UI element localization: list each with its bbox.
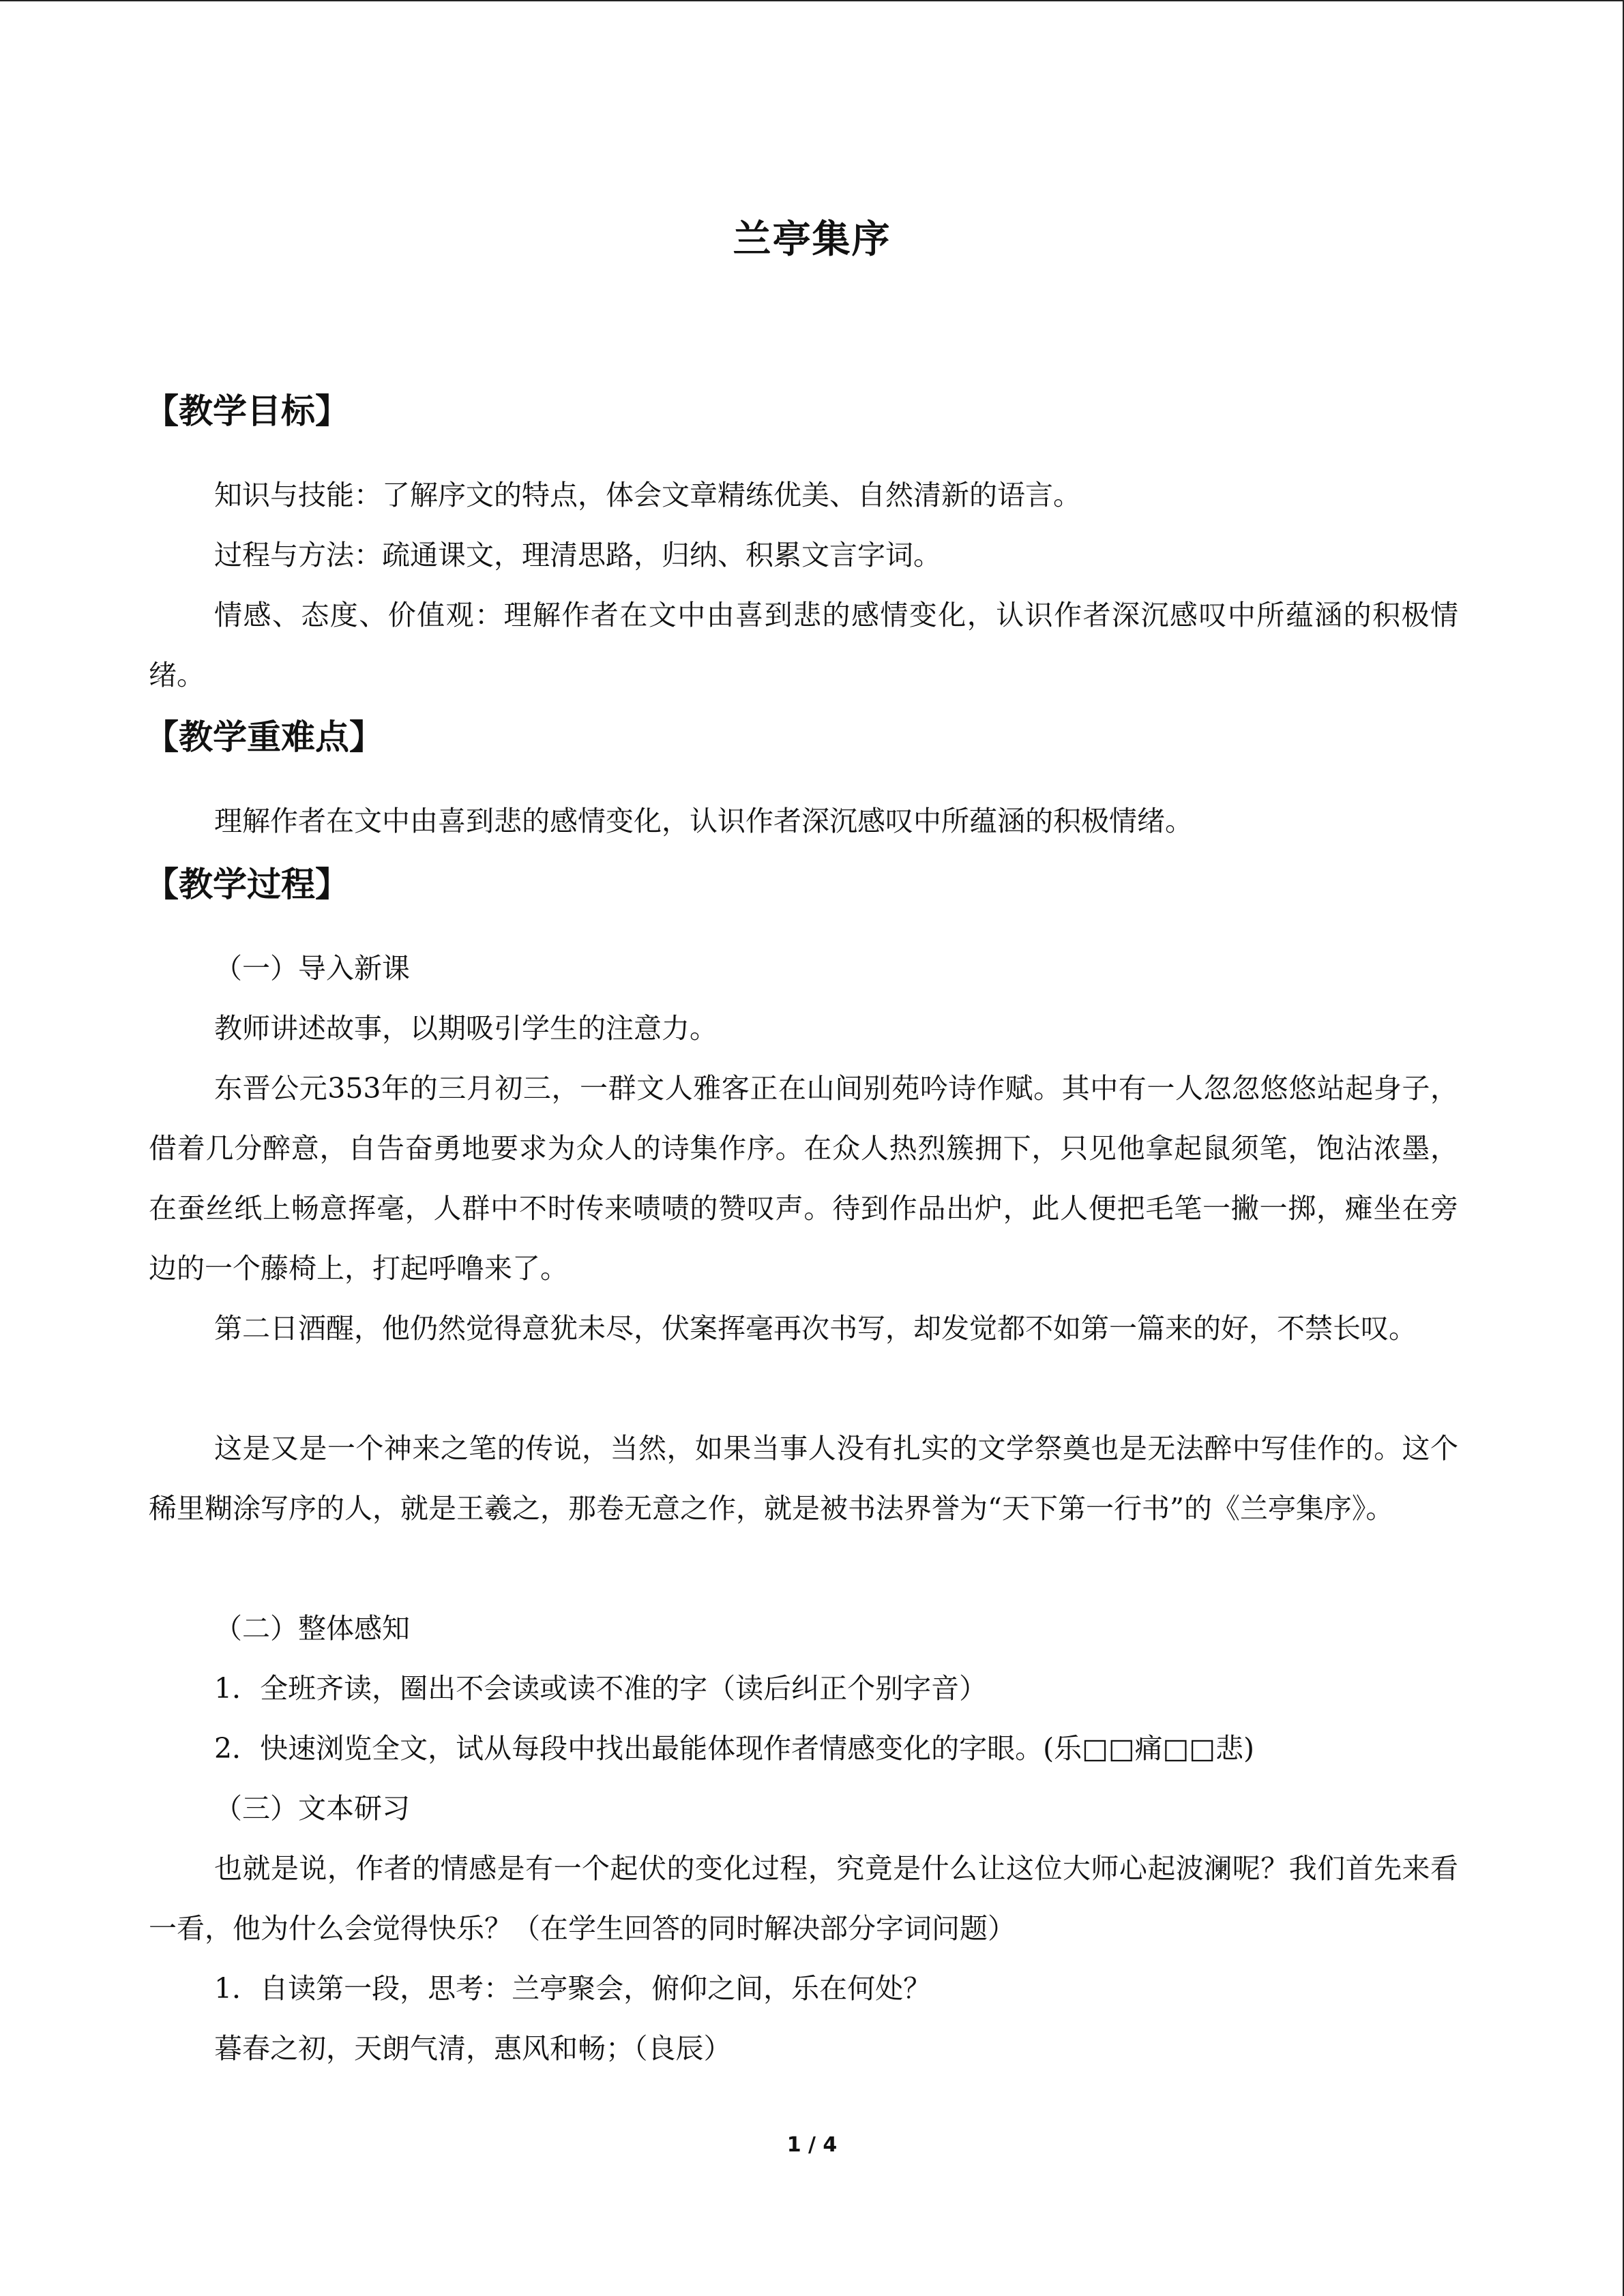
process-section-study: （三）文本研习 <box>214 1792 410 1825</box>
process-quote-line: 暮春之初，天朗气清，惠风和畅；（良辰） <box>214 2032 732 2065</box>
heading-key-points: 【教学重难点】 <box>145 717 383 757</box>
objective-method: 过程与方法：疏通课文，理清思路，归纳、积累文言字词。 <box>214 539 941 571</box>
process-section-intro: （一）导入新课 <box>214 952 410 985</box>
process-second-day-paragraph: 第二日酒醒，他仍然觉得意犹未尽，伏案挥毫再次书写，却发觉都不如第一篇来的好，不禁长叹。 <box>214 1312 1417 1345</box>
process-legend-paragraph: 这是又是一个神来之笔的传说，当然，如果当事人没有扎实的文学祭奠也是无法醉中写佳作的。这个稀里糊涂写序的人，就是王羲之，那卷无意之作，就是被书法界誉为“天下第一行书”的《兰亭集序》。 <box>149 1432 1458 1525</box>
process-step-read-aloud: 1．全班齐读，圈出不会读或读不准的字（读后纠正个别字音） <box>214 1672 988 1705</box>
process-section-overview: （二）整体感知 <box>214 1612 410 1645</box>
process-story-paragraph: 东晋公元353年的三月初三，一群文人雅客正在山间别苑吟诗作赋。其中有一人忽忽悠悠站起身子，借着几分醉意，自告奋勇地要求为众人的诗集作序。在众人热烈簇拥下，只见他拿起鼠须笔，饱沾浓墨，在蚕丝纸上畅意挥毫，人群中不时传来啧啧的赞叹声。待到作品出炉，此人便把毛笔一撇一掷，瘫坐在旁边的一个藤椅上，打起呼噜来了。 <box>149 1072 1458 1285</box>
process-step-scan: 2．快速浏览全文，试从每段中找出最能体现作者情感变化的字眼。(乐□□痛□□悲) <box>214 1732 1255 1765</box>
key-point-text: 理解作者在文中由喜到悲的感情变化，认识作者深沉感叹中所蕴涵的积极情绪。 <box>214 805 1193 837</box>
objective-knowledge: 知识与技能：了解序文的特点，体会文章精练优美、自然清新的语言。 <box>214 479 1081 511</box>
document-title: 兰亭集序 <box>733 218 891 262</box>
heading-process: 【教学过程】 <box>145 865 349 904</box>
objective-emotion: 情感、态度、价值观：理解作者在文中由喜到悲的感情变化，认识作者深沉感叹中所蕴涵的积极情绪。 <box>149 599 1458 691</box>
heading-objectives: 【教学目标】 <box>145 391 349 431</box>
process-teacher-story: 教师讲述故事，以期吸引学生的注意力。 <box>214 1012 718 1045</box>
process-study-paragraph: 也就是说，作者的情感是有一个起伏的变化过程，究竟是什么让这位大师心起波澜呢？我们首先来看一看，他为什么会觉得快乐？（在学生回答的同时解决部分字词问题） <box>149 1852 1458 1945</box>
page-number: 1 / 4 <box>786 2133 838 2157</box>
process-step-first-paragraph: 1．自读第一段，思考：兰亭聚会，俯仰之间，乐在何处？ <box>214 1972 932 2005</box>
